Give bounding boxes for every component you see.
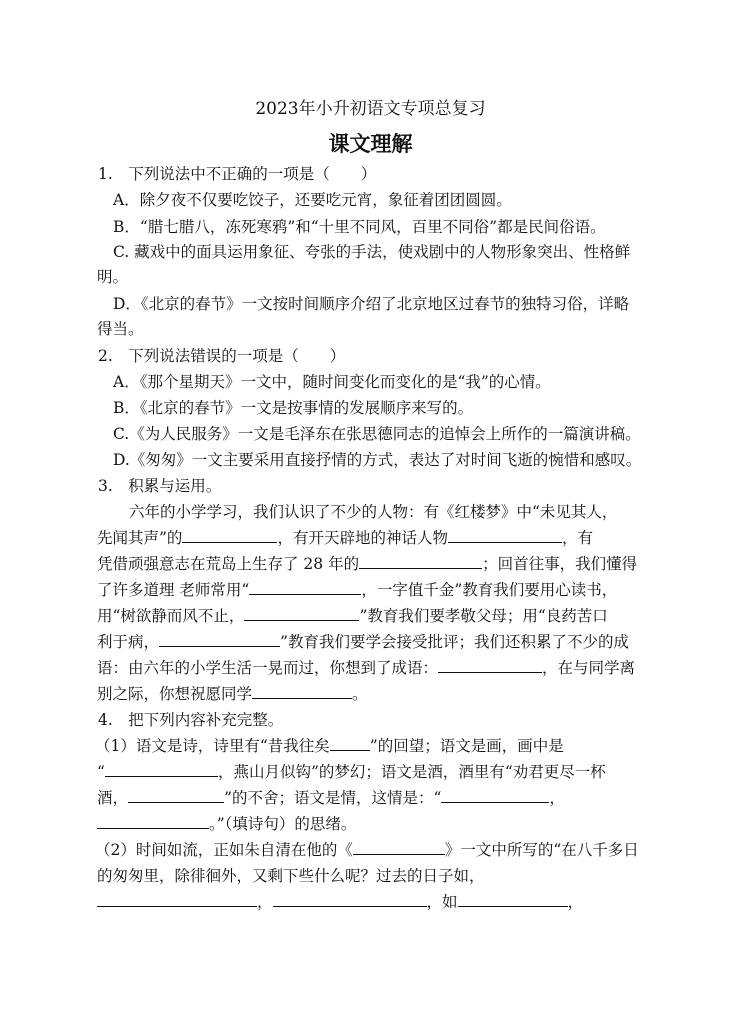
document-title: 2023年小升初语文专项总复习	[255, 99, 486, 119]
q3-line-6	[97, 632, 629, 652]
q3-line-4	[97, 580, 617, 600]
blank-11[interactable]	[128, 788, 224, 803]
text: 》一文中所写的“在八千多日	[444, 841, 639, 859]
text: ，有	[561, 529, 593, 547]
q1-option-c: C. 藏戏中的面具运用象征、夸张的手法，使戏剧中的人物形象突出、性格鲜	[113, 243, 631, 261]
text: ，在与同学离	[542, 659, 636, 677]
q4-part1-line-3	[97, 788, 565, 808]
text: 利于病，	[97, 633, 160, 651]
blank-3[interactable]	[359, 554, 482, 569]
blank-12[interactable]	[441, 788, 549, 803]
text: ”教育我们要孝敬父母；用“良药苦口	[359, 607, 608, 625]
q2-stem: 2. 下列说法错误的一项是（ ）	[98, 347, 346, 365]
q3-stem: 3. 积累与运用。	[98, 477, 222, 495]
blank-13[interactable]	[97, 814, 209, 829]
blank-17[interactable]	[458, 892, 568, 907]
q2-option-c: C.《为人民服务》一文是毛泽东在张思德同志的追悼会上所作的一篇演讲稿。	[113, 425, 641, 443]
q3-line-1: 六年的小学学习，我们认识了不少的人物：有《红楼梦》中“未见其人，	[129, 503, 618, 521]
text: ，有开天辟地的神话人物	[277, 529, 448, 547]
q4-part1-line-4	[97, 814, 356, 834]
blank-14[interactable]	[353, 840, 445, 855]
text: 先闻其声”的	[97, 529, 183, 547]
q4-part1-line-1	[95, 736, 564, 756]
text: ”的回望；语文是画，画中是	[369, 737, 564, 755]
q1-option-a: A．除夕夜不仅要吃饺子，还要吃元宵，象征着团团圆圆。	[113, 191, 512, 209]
q4-part2-line-1	[95, 840, 639, 860]
q1-option-b: B．“腊七腊八，冻死寒鸦”和“十里不同风，百里不同俗”都是民间俗语。	[113, 218, 606, 236]
q2-option-b: B．《北京的春节》一文是按事情的发展顺序来写的。	[113, 399, 474, 417]
q4-part2-line-2: 的匆匆里，除徘徊外，又剩下些什么呢？过去的日子如，	[97, 867, 485, 885]
q4-stem: 4. 把下列内容补充完整。	[98, 711, 284, 729]
text: ，燕山月似钩”的梦幻；语文是酒，酒里有“劝君更尽一杯	[217, 763, 606, 781]
text: 。”（填诗句）的思绪。	[209, 815, 357, 833]
text: “	[97, 763, 105, 781]
blank-9[interactable]	[330, 736, 370, 751]
blank-16[interactable]	[273, 892, 427, 907]
text: ，	[549, 789, 565, 807]
text: ，一字值千金”教育我们要用心读书，	[361, 581, 618, 599]
text: 语：由六年的小学生活一晃而过，你想到了成语：	[97, 659, 439, 677]
text: （1）语文是诗，诗里有“昔我往矣	[95, 737, 330, 755]
q3-line-8	[97, 684, 368, 704]
document-subtitle: 课文理解	[328, 132, 413, 156]
text: 酒，	[97, 789, 129, 807]
blank-7[interactable]	[438, 658, 542, 673]
text: 。	[352, 685, 368, 703]
text: （2）时间如流，正如朱自清在他的《	[95, 841, 353, 859]
text: ”的不舍；语文是情，这情是：“	[224, 789, 442, 807]
q3-line-2	[97, 528, 593, 548]
q2-option-a: A．《那个星期天》一文中，随时间变化而变化的是“我”的心情。	[113, 373, 551, 391]
blank-8[interactable]	[252, 684, 352, 699]
blank-2[interactable]	[448, 528, 562, 543]
text: ，如	[426, 893, 458, 911]
q1-option-d-cont: 得当。	[97, 320, 144, 338]
blank-10[interactable]	[105, 762, 218, 777]
blank-1[interactable]	[182, 528, 277, 543]
q1-option-d: D．《北京的春节》一文按时间顺序介绍了北京地区过春节的独特习俗，详略	[113, 295, 630, 313]
q1-option-c-cont: 明。	[97, 268, 129, 286]
q4-part1-line-2	[97, 762, 606, 782]
blank-6[interactable]	[159, 632, 280, 647]
text: ”教育我们要学会接受批评；我们还积累了不少的成	[280, 633, 629, 651]
blank-4[interactable]	[249, 580, 361, 595]
blank-15[interactable]	[97, 892, 257, 907]
text: 别之际，你想祝愿同学	[97, 685, 253, 703]
blank-5[interactable]	[244, 606, 359, 621]
text: ；回首往事，我们懂得	[482, 555, 638, 573]
text: ，	[257, 893, 273, 911]
q2-option-d: D.《匆匆》一文主要采用直接抒情的方式，表达了对时间飞逝的惋惜和感叹。	[113, 451, 642, 469]
text: ，	[567, 893, 584, 911]
q1-stem: 1. 下列说法中不正确的一项是（ ）	[98, 165, 377, 183]
q3-line-5	[97, 606, 608, 626]
q3-line-7	[97, 658, 635, 678]
text: 用“树欲静而风不止，	[97, 607, 245, 625]
q4-part2-line-3	[97, 892, 583, 912]
q3-line-3	[97, 554, 637, 574]
text: 凭借顽强意志在荒岛上生存了 28 年的	[97, 555, 360, 573]
text: 了许多道理 老师常用“	[97, 581, 250, 599]
